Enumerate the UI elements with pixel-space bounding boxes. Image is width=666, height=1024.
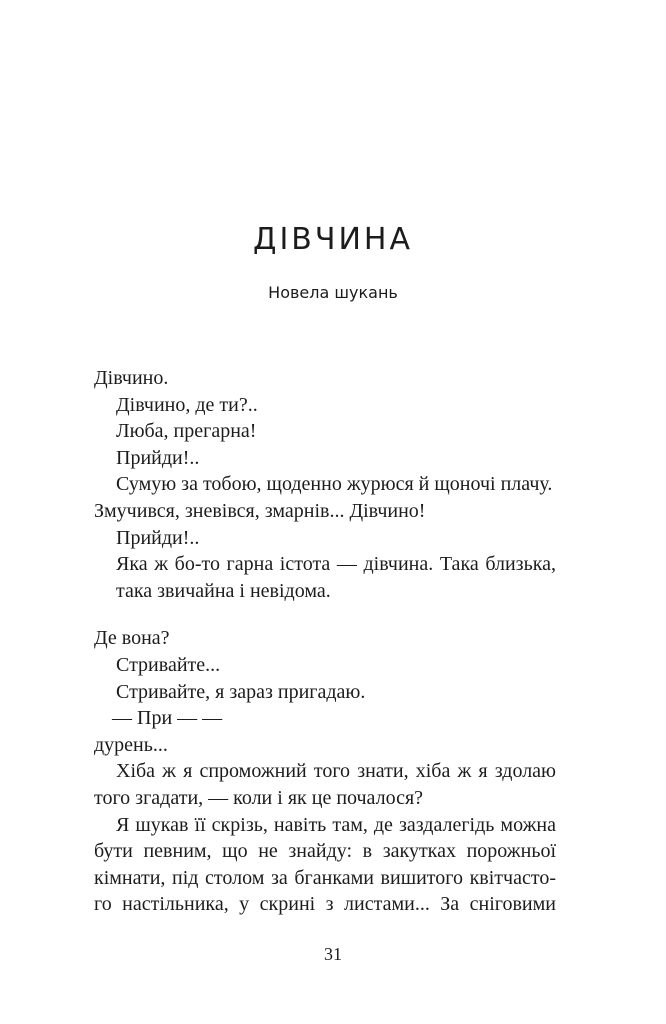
text-line: Дівчино. — [94, 367, 169, 389]
text-line: Стривайте, я зараз пригадаю. — [116, 680, 366, 703]
text-line: того згадати, — коли і як це почалося? — [94, 786, 424, 809]
page-number: 31 — [324, 944, 342, 964]
chapter-subtitle: Новела шукань — [268, 283, 398, 302]
chapter-title: ДІВЧИНА — [253, 222, 413, 257]
text-line: Змучився, зневівся, змарнів... Дівчино! — [94, 499, 426, 522]
text-line: Прийди!.. — [116, 526, 200, 549]
text-line: Де вона? — [94, 627, 170, 650]
text-line: Люба, прегарна! — [116, 420, 257, 443]
text-line: Дівчино, де ти?.. — [116, 393, 258, 416]
text-line: така звичайна і невідома. — [116, 579, 331, 602]
text-line: дурень... — [94, 733, 168, 756]
text-line: Я шукав її скрізь, навіть там, де заздалегідь можна — [116, 813, 556, 836]
body-text — [94, 365, 556, 918]
text-line: Стривайте... — [116, 653, 221, 676]
text-line: Яка ж бо-то гарна істота — дівчина. Така близька, — [116, 553, 556, 576]
text-line: кімнати, під столом за бганками вишитого квітчасто- — [94, 866, 556, 889]
text-line: го настільника, у скрині з листами... За сніговими — [94, 893, 556, 916]
text-line: Сумую за тобою, щоденно журюся й щоночі плачу. — [116, 473, 553, 496]
text-line: бути певним, що не знайду: в закутках порожньої — [94, 840, 556, 863]
text-line: Хіба ж я спроможний того знати, хіба ж я здолаю — [116, 760, 556, 783]
text-line: — При — — — [112, 707, 223, 730]
text-line: Прийди!.. — [116, 446, 200, 469]
